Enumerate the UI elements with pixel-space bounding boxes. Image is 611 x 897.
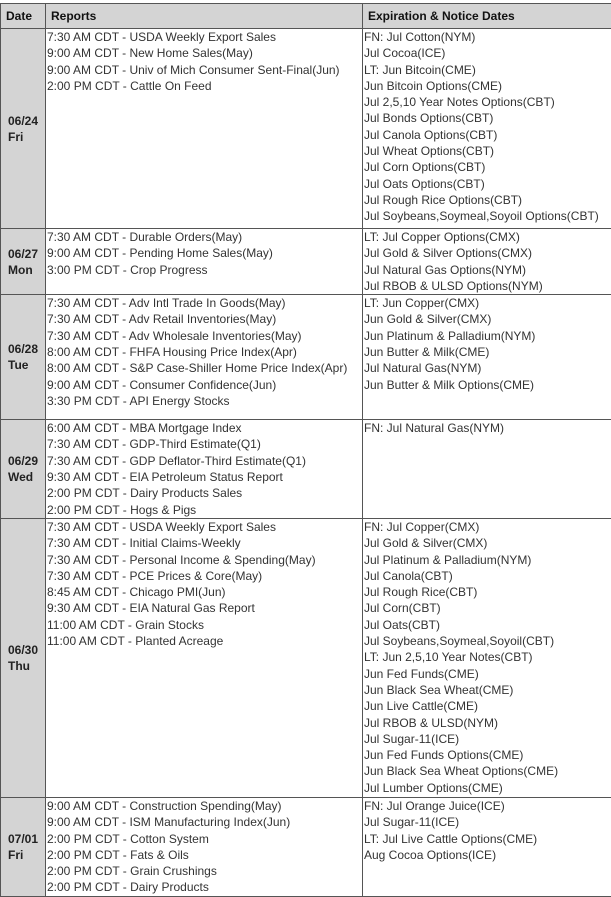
expiration-item: Jul Sugar-11(ICE) bbox=[363, 731, 611, 747]
reports-cell bbox=[46, 295, 363, 420]
expiration-item: Jul RBOB & ULSD Options(NYM) bbox=[363, 278, 611, 294]
expiration-item: Jul Natural Gas Options(NYM) bbox=[363, 262, 611, 278]
expiration-item: Jul Corn Options(CBT) bbox=[363, 159, 611, 175]
report-item: 2:00 PM CDT - Fats & Oils bbox=[46, 847, 362, 863]
expiration-item: Jul Oats Options(CBT) bbox=[363, 176, 611, 192]
expiration-cell bbox=[363, 420, 611, 519]
report-item: 7:30 AM CDT - Adv Wholesale Inventories(May) bbox=[46, 328, 362, 344]
report-item: 11:00 AM CDT - Grain Stocks bbox=[46, 617, 362, 633]
expiration-item: Jun Live Cattle(CME) bbox=[363, 698, 611, 714]
report-item: 9:30 AM CDT - EIA Petroleum Status Report bbox=[46, 469, 362, 485]
expiration-item: Jul Wheat Options(CBT) bbox=[363, 143, 611, 159]
header-date: Date bbox=[1, 4, 46, 29]
date-label: 06/28 bbox=[8, 341, 45, 357]
expiration-item: Jul Soybeans,Soymeal,Soyoil(CBT) bbox=[363, 633, 611, 649]
report-item: 3:30 PM CDT - API Energy Stocks bbox=[46, 393, 362, 409]
reports-cell bbox=[46, 229, 363, 295]
day-row bbox=[1, 420, 611, 519]
expiration-item: Jul Canola(CBT) bbox=[363, 568, 611, 584]
day-row bbox=[1, 229, 611, 295]
expiration-item: LT: Jul Copper Options(CMX) bbox=[363, 229, 611, 245]
report-item: 9:00 AM CDT - Construction Spending(May) bbox=[46, 798, 362, 814]
expiration-item: Jul Oats(CBT) bbox=[363, 617, 611, 633]
expiration-item: Jul Gold & Silver(CMX) bbox=[363, 535, 611, 551]
report-item: 7:30 AM CDT - Adv Intl Trade In Goods(May) bbox=[46, 295, 362, 311]
expiration-item: Jul Bonds Options(CBT) bbox=[363, 110, 611, 126]
report-item: 9:30 AM CDT - EIA Natural Gas Report bbox=[46, 600, 362, 616]
weekday-label: Thu bbox=[8, 658, 45, 674]
expiration-item: Jun Fed Funds(CME) bbox=[363, 666, 611, 682]
report-item: 8:45 AM CDT - Chicago PMI(Jun) bbox=[46, 584, 362, 600]
date-cell bbox=[1, 797, 46, 896]
report-item: 6:00 AM CDT - MBA Mortgage Index bbox=[46, 420, 362, 436]
report-item: 7:30 AM CDT - GDP-Third Estimate(Q1) bbox=[46, 436, 362, 452]
reports-cell bbox=[46, 29, 363, 229]
report-item: 9:00 AM CDT - ISM Manufacturing Index(Jun) bbox=[46, 814, 362, 830]
reports-cell bbox=[46, 420, 363, 519]
expiration-item: LT: Jun Bitcoin(CME) bbox=[363, 62, 611, 78]
expiration-item: Jul Gold & Silver Options(CMX) bbox=[363, 245, 611, 261]
date-cell bbox=[1, 229, 46, 295]
report-item: 7:30 AM CDT - PCE Prices & Core(May) bbox=[46, 568, 362, 584]
expiration-item: Jul Soybeans,Soymeal,Soyoil Options(CBT) bbox=[363, 208, 611, 224]
report-item: 2:00 PM CDT - Grain Crushings bbox=[46, 863, 362, 879]
expiration-item: Jul Platinum & Palladium(NYM) bbox=[363, 552, 611, 568]
expiration-item: Jun Bitcoin Options(CME) bbox=[363, 78, 611, 94]
report-item: 8:00 AM CDT - S&P Case-Shiller Home Price Index(Apr) bbox=[46, 360, 362, 376]
report-item: 2:00 PM CDT - Cattle On Feed bbox=[46, 78, 362, 94]
report-item: 7:30 AM CDT - GDP Deflator-Third Estimate(Q1) bbox=[46, 453, 362, 469]
report-item: 9:00 AM CDT - Univ of Mich Consumer Sent-Final(Jun) bbox=[46, 62, 362, 78]
date-cell bbox=[1, 420, 46, 519]
expiration-cell bbox=[363, 797, 611, 896]
expiration-item: Jul Natural Gas(NYM) bbox=[363, 360, 611, 376]
report-item: 9:00 AM CDT - New Home Sales(May) bbox=[46, 45, 362, 61]
report-item: 2:00 PM CDT - Cotton System bbox=[46, 831, 362, 847]
expiration-item: Jul Rough Rice(CBT) bbox=[363, 584, 611, 600]
date-cell bbox=[1, 295, 46, 420]
expiration-item: Jul Sugar-11(ICE) bbox=[363, 814, 611, 830]
expiration-item: Jul RBOB & ULSD(NYM) bbox=[363, 715, 611, 731]
expiration-item: Jun Platinum & Palladium(NYM) bbox=[363, 328, 611, 344]
expiration-item: Jun Black Sea Wheat Options(CME) bbox=[363, 763, 611, 779]
report-item: 2:00 PM CDT - Hogs & Pigs bbox=[46, 502, 362, 518]
header-reports: Reports bbox=[46, 4, 363, 29]
report-item: 7:30 AM CDT - USDA Weekly Export Sales bbox=[46, 29, 362, 45]
expiration-item: FN: Jul Copper(CMX) bbox=[363, 519, 611, 535]
expiration-item: Jul 2,5,10 Year Notes Options(CBT) bbox=[363, 94, 611, 110]
weekday-label: Wed bbox=[8, 469, 45, 485]
report-item: 7:30 AM CDT - Adv Retail Inventories(May) bbox=[46, 311, 362, 327]
expiration-item: LT: Jun 2,5,10 Year Notes(CBT) bbox=[363, 649, 611, 665]
report-item: 11:00 AM CDT - Planted Acreage bbox=[46, 633, 362, 649]
expiration-item: FN: Jul Natural Gas(NYM) bbox=[363, 420, 611, 436]
expiration-cell bbox=[363, 229, 611, 295]
date-cell bbox=[1, 29, 46, 229]
reports-cell bbox=[46, 797, 363, 896]
expiration-item: Jun Gold & Silver(CMX) bbox=[363, 311, 611, 327]
expiration-item: LT: Jun Copper(CMX) bbox=[363, 295, 611, 311]
report-item: 3:00 PM CDT - Crop Progress bbox=[46, 262, 362, 278]
date-label: 07/01 bbox=[8, 831, 45, 847]
expiration-item: Jul Lumber Options(CME) bbox=[363, 780, 611, 796]
date-label: 06/30 bbox=[8, 642, 45, 658]
expiration-item: LT: Jul Live Cattle Options(CME) bbox=[363, 831, 611, 847]
report-item: 2:00 PM CDT - Dairy Products Sales bbox=[46, 485, 362, 501]
calendar-table bbox=[0, 3, 611, 897]
report-item: 7:30 AM CDT - Initial Claims-Weekly bbox=[46, 535, 362, 551]
expiration-item: Jun Black Sea Wheat(CME) bbox=[363, 682, 611, 698]
expiration-cell bbox=[363, 518, 611, 797]
expiration-item: FN: Jul Cotton(NYM) bbox=[363, 29, 611, 45]
expiration-cell bbox=[363, 29, 611, 229]
day-row bbox=[1, 797, 611, 896]
day-row bbox=[1, 29, 611, 229]
expiration-item: Jul Corn(CBT) bbox=[363, 600, 611, 616]
expiration-item: Jun Fed Funds Options(CME) bbox=[363, 747, 611, 763]
expiration-item: Jun Butter & Milk Options(CME) bbox=[363, 377, 611, 393]
date-label: 06/27 bbox=[8, 246, 45, 262]
weekday-label: Mon bbox=[8, 262, 45, 278]
weekday-label: Tue bbox=[8, 357, 45, 373]
date-label: 06/29 bbox=[8, 453, 45, 469]
report-item: 7:30 AM CDT - USDA Weekly Export Sales bbox=[46, 519, 362, 535]
date-label: 06/24 bbox=[8, 113, 45, 129]
header-expiration: Expiration & Notice Dates bbox=[363, 4, 611, 29]
report-item: 7:30 AM CDT - Durable Orders(May) bbox=[46, 229, 362, 245]
weekday-label: Fri bbox=[8, 847, 45, 863]
expiration-item: Aug Cocoa Options(ICE) bbox=[363, 847, 611, 863]
expiration-item: Jul Rough Rice Options(CBT) bbox=[363, 192, 611, 208]
report-item: 7:30 AM CDT - Personal Income & Spending(May) bbox=[46, 552, 362, 568]
day-row bbox=[1, 518, 611, 797]
expiration-cell bbox=[363, 295, 611, 420]
report-item: 9:00 AM CDT - Consumer Confidence(Jun) bbox=[46, 377, 362, 393]
expiration-item: Jul Canola Options(CBT) bbox=[363, 127, 611, 143]
expiration-item: FN: Jul Orange Juice(ICE) bbox=[363, 798, 611, 814]
expiration-item: Jul Cocoa(ICE) bbox=[363, 45, 611, 61]
day-row bbox=[1, 295, 611, 420]
expiration-item: Jun Butter & Milk(CME) bbox=[363, 344, 611, 360]
report-item: 8:00 AM CDT - FHFA Housing Price Index(Apr) bbox=[46, 344, 362, 360]
report-item: 9:00 AM CDT - Pending Home Sales(May) bbox=[46, 245, 362, 261]
header-row bbox=[1, 4, 611, 29]
date-cell bbox=[1, 518, 46, 797]
reports-cell bbox=[46, 518, 363, 797]
report-item: 2:00 PM CDT - Dairy Products bbox=[46, 879, 362, 895]
weekday-label: Fri bbox=[8, 129, 45, 145]
